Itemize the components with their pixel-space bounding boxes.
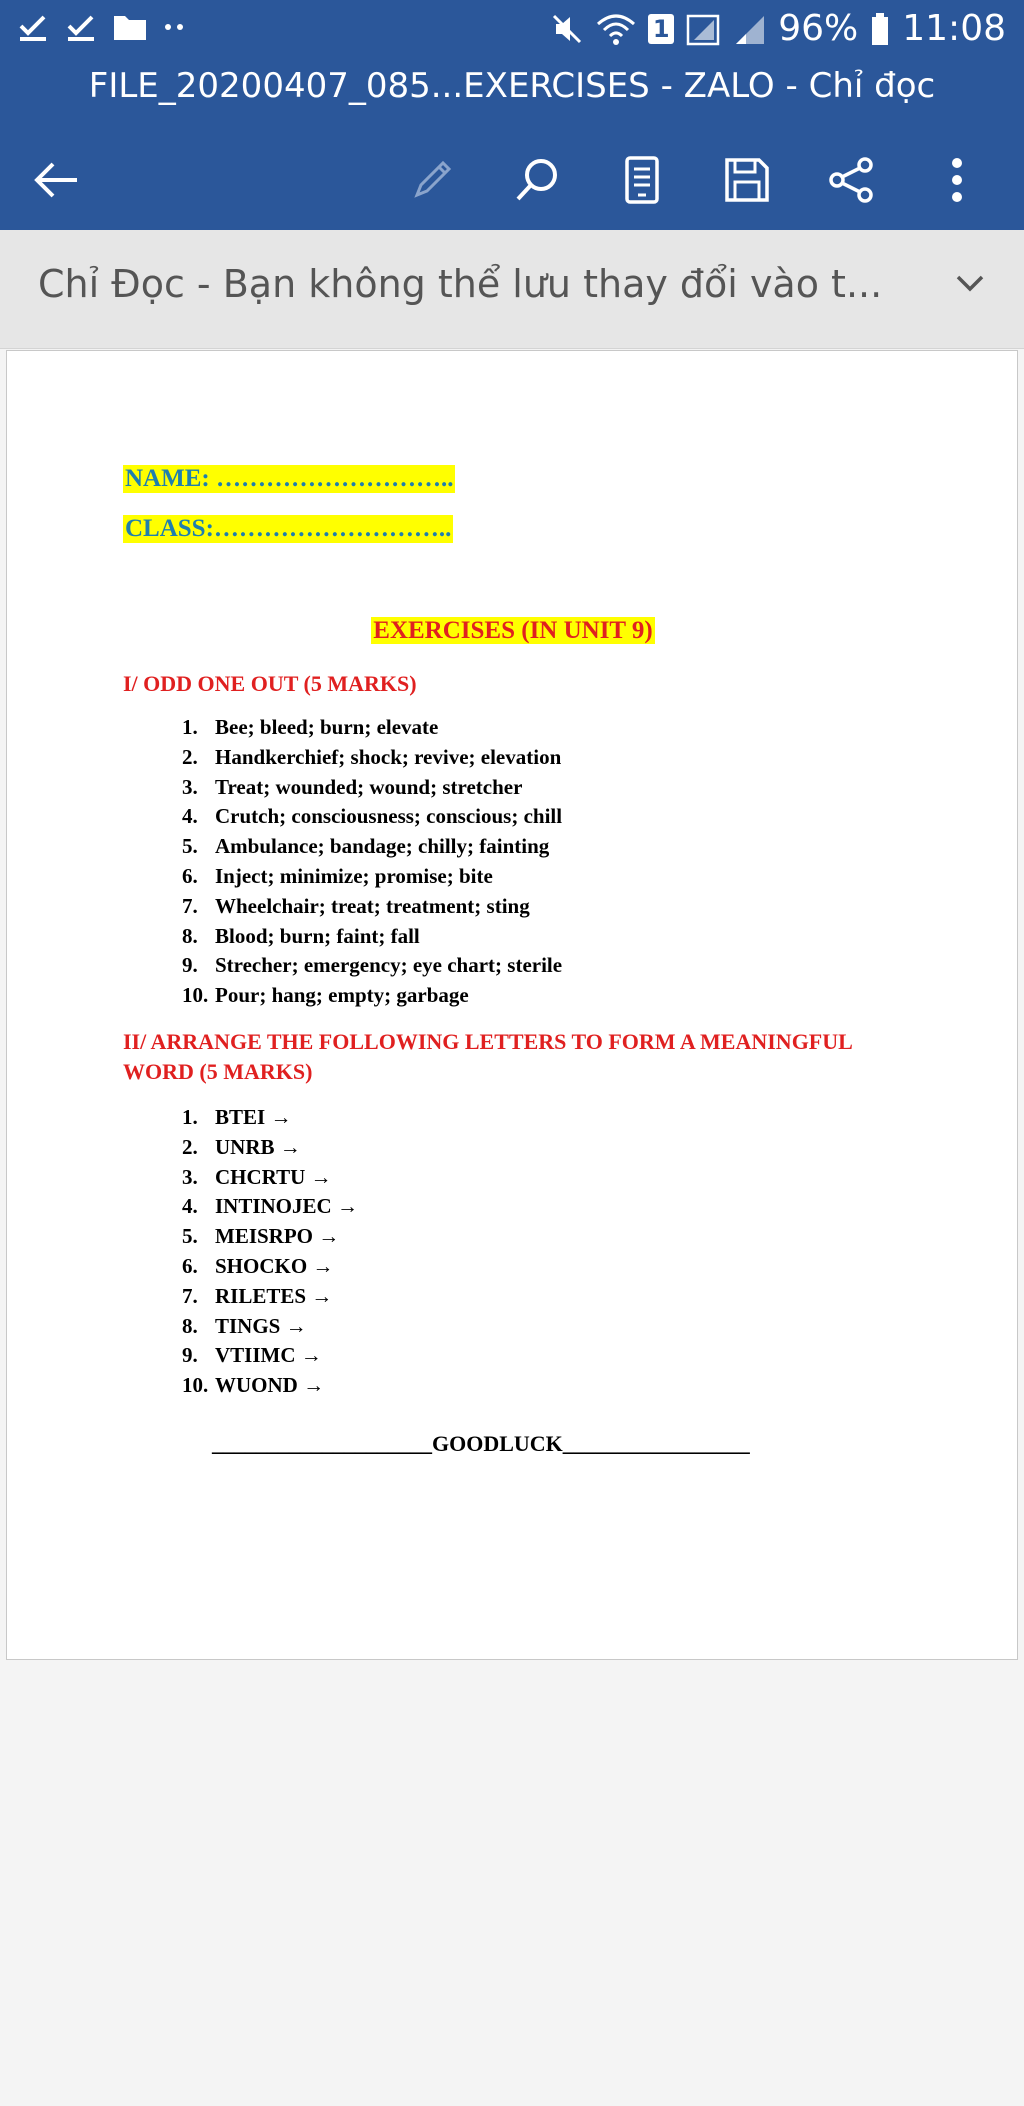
share-button[interactable] [811, 140, 891, 220]
goodluck-line: ____________________GOODLUCK_________________ [212, 1431, 750, 1456]
list-item-number: 9. [182, 1343, 198, 1368]
list-item [182, 862, 562, 892]
list-item-number: 3. [182, 1164, 198, 1189]
class-field-line: CLASS:……………………….. [125, 515, 452, 542]
signal-icon-2 [734, 12, 766, 46]
back-arrow-icon [31, 160, 81, 200]
download-done-icon-2 [64, 10, 98, 44]
clock: 11:08 [902, 8, 1006, 49]
folder-icon [112, 11, 148, 43]
list-item-number: 7. [182, 1283, 198, 1308]
name-field-line: NAME: ……………………….. [125, 465, 454, 492]
list-item [182, 1133, 358, 1163]
list-item-text: CHCRTU → [215, 1164, 332, 1189]
list-item [182, 951, 562, 981]
list-item [182, 802, 562, 832]
battery-icon [870, 12, 890, 46]
pencil-icon [409, 157, 455, 203]
chevron-down-icon[interactable] [952, 268, 988, 298]
list-item-text: Treat; wounded; wound; stretcher [215, 774, 523, 799]
list-item [182, 832, 562, 862]
read-only-message: Chỉ Đọc - Bạn không thể lưu thay đổi vào t... [38, 262, 883, 306]
list-item [182, 1192, 358, 1222]
list-item-text: Ambulance; bandage; chilly; fainting [215, 834, 550, 859]
list-item-text: Blood; burn; faint; fall [215, 923, 420, 948]
app-bar [0, 0, 1024, 230]
more-vertical-icon [950, 156, 964, 204]
list-item-number: 1. [182, 715, 198, 739]
list-item [182, 1163, 358, 1193]
list-item-number: 10. [182, 1373, 209, 1398]
list-item-text: TINGS → [215, 1313, 307, 1338]
wifi-icon [596, 12, 636, 46]
list-item [182, 1371, 358, 1401]
mobile-view-button[interactable] [602, 140, 682, 220]
list-item-text: Bee; bleed; burn; elevate [215, 715, 439, 739]
search-button[interactable] [497, 140, 577, 220]
mute-icon [550, 12, 584, 46]
list-item-text: RILETES → [215, 1283, 333, 1308]
list-item-text: VTIIMC → [215, 1343, 322, 1368]
list-item-text: BTEI → [215, 1105, 292, 1129]
list-item-number: 2. [182, 744, 198, 769]
list-item-number: 8. [182, 1313, 198, 1338]
document-title: FILE_20200407_085...EXERCISES - ZALO - Chỉ đọc [88, 66, 936, 106]
battery-percent: 96% [778, 8, 859, 49]
section-2-list [182, 1103, 358, 1401]
exercise-title-text: EXERCISES (IN UNIT 9) [373, 617, 653, 644]
exercise-title [7, 617, 1019, 645]
section-2-heading: II/ ARRANGE THE FOLLOWING LETTERS TO FORM A MEANINGFUL WORD (5 MARKS) [123, 1029, 852, 1084]
list-item-text: Crutch; consciousness; conscious; chill [215, 804, 563, 829]
list-item [182, 1282, 358, 1312]
download-done-icon [16, 10, 50, 44]
edit-button[interactable] [392, 140, 472, 220]
list-item-text: Pour; hang; empty; garbage [215, 983, 469, 1008]
document-page[interactable] [6, 350, 1018, 1660]
list-item-text: Strecher; emergency; eye chart; sterile [215, 953, 563, 978]
sim-badge: 1 [648, 14, 674, 44]
list-item-number: 2. [182, 1134, 198, 1159]
list-item [182, 892, 562, 922]
list-item-text: MEISRPO → [215, 1224, 340, 1249]
signal-icon [686, 12, 722, 46]
list-item-number: 4. [182, 804, 198, 829]
section-1-heading: I/ ODD ONE OUT (5 MARKS) [123, 671, 417, 696]
list-item [182, 922, 562, 952]
toolbar [0, 140, 1024, 220]
read-only-banner[interactable] [0, 230, 1024, 349]
list-item-text: INTINOJEC → [215, 1194, 358, 1219]
list-item-text: WUOND → [215, 1373, 325, 1398]
list-item [182, 743, 562, 773]
section-1-list [182, 713, 562, 1011]
save-icon [723, 156, 771, 204]
list-item-number: 7. [182, 893, 198, 918]
list-item-number: 5. [182, 834, 198, 859]
list-item-text: UNRB → [215, 1134, 301, 1159]
list-item-number: 5. [182, 1224, 198, 1249]
mobile-view-icon [624, 155, 660, 205]
list-item [182, 1103, 358, 1133]
list-item [182, 1341, 358, 1371]
list-item-number: 3. [182, 774, 198, 799]
more-notifications-icon [162, 17, 188, 37]
list-item [182, 1222, 358, 1252]
search-icon [512, 155, 562, 205]
list-item-number: 4. [182, 1194, 198, 1219]
list-item-number: 8. [182, 923, 198, 948]
list-item-text: Handkerchief; shock; revive; elevation [215, 744, 562, 769]
list-item [182, 1252, 358, 1282]
save-button[interactable] [707, 140, 787, 220]
list-item-number: 9. [182, 953, 198, 978]
list-item-text: Inject; minimize; promise; bite [215, 863, 493, 888]
list-item-text: SHOCKO → [215, 1253, 334, 1278]
list-item-number: 1. [182, 1105, 198, 1129]
share-icon [827, 156, 875, 204]
list-item-number: 6. [182, 1253, 198, 1278]
list-item-number: 6. [182, 863, 198, 888]
more-options-button[interactable] [917, 140, 997, 220]
list-item [182, 713, 562, 743]
list-item [182, 981, 562, 1011]
list-item [182, 773, 562, 803]
list-item-number: 10. [182, 983, 209, 1008]
list-item [182, 1312, 358, 1342]
status-bar [0, 0, 1024, 62]
back-button[interactable] [16, 140, 96, 220]
list-item-text: Wheelchair; treat; treatment; sting [215, 893, 530, 918]
